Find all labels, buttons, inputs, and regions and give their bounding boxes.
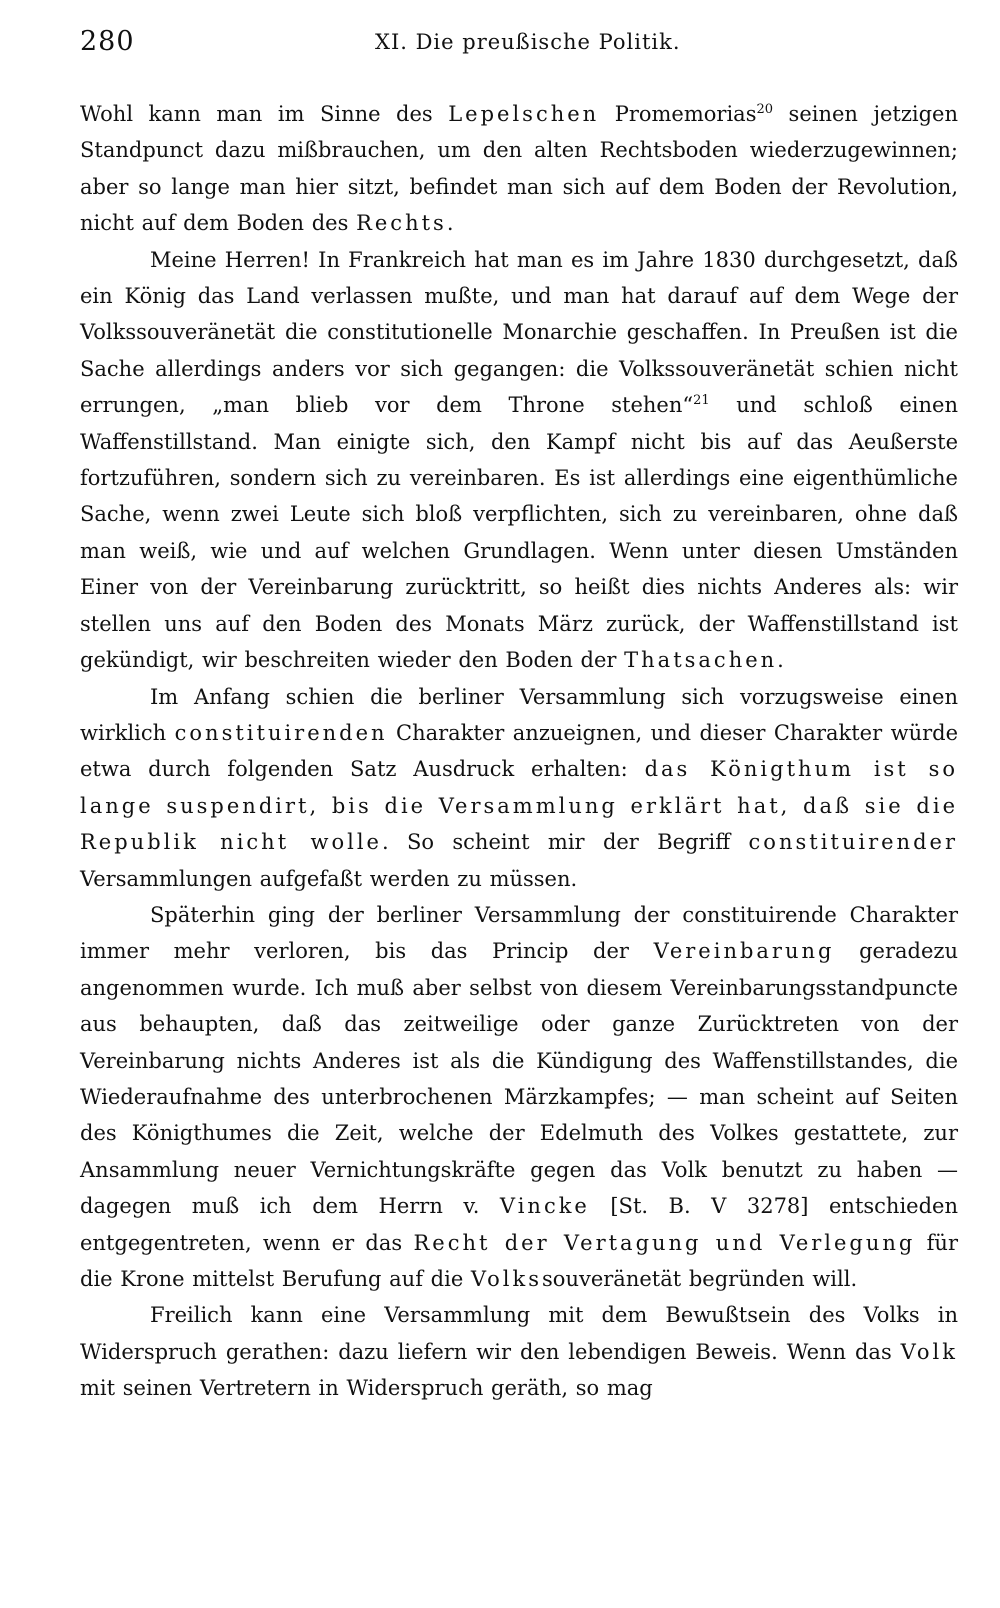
text-segment: mit seinen Vertretern in Widerspruch geräth, so mag <box>80 1376 653 1401</box>
footnote-ref: 21 <box>693 393 710 409</box>
text-segment: Charakter anzueignen, und dieser Charakter würde etwa durch folgenden Satz Ausdruck erhalten: <box>80 720 958 782</box>
paragraph <box>80 242 958 679</box>
footnote-ref: 20 <box>756 102 774 117</box>
emphasis-word: constituirender <box>748 830 958 855</box>
emphasis-name: Vincke <box>499 1194 590 1219</box>
emphasis-word: Thatsachen <box>624 648 778 673</box>
body-text <box>80 96 958 1407</box>
paragraph <box>80 1297 958 1406</box>
emphasis-word: Rechts <box>356 211 447 236</box>
text-segment: und schloß einen Waffenstillstand. Man einigte sich, den Kampf nicht bis auf das Aeußerste fortzuführen, sondern sich zu vereinbaren. Es ist allerdings eine eigenthümliche Sache, wenn zwei Leute sich bloß verpflichten, sich zu vereinbaren, ohne daß man weiß, wie und auf welchen Grundlagen. Wenn unter diesen Umständen Einer von der Vereinbarung zurücktritt, so heißt dies nichts Anderes als: wir stellen uns auf den Boden des Monats März zurück, der Waffenstillstand ist gekündigt, wir beschreiten wieder den Boden der <box>80 393 958 673</box>
text-segment: Im Anfang schien die berliner Versammlung sich vorzugsweise einen wirklich <box>80 684 958 745</box>
text-segment: . <box>777 648 784 673</box>
text-segment: Freilich kann eine Versammlung mit dem Bewußtsein des Volks in Widerspruch gerathen: dazu liefern wir den lebendigen Beweis. Wenn das <box>80 1303 958 1364</box>
running-head: XI. Die preußische Politik. <box>375 30 681 54</box>
text-segment: [St. B. V 3278] entschieden entgegentreten, wenn er das <box>80 1194 958 1255</box>
emphasis-word: constituirenden <box>174 720 388 745</box>
emphasis-word: Volks <box>470 1267 543 1291</box>
page-header <box>80 22 958 72</box>
emphasis-name: Lepelschen <box>448 102 600 126</box>
paragraph <box>80 679 958 897</box>
text-segment: . <box>446 211 454 236</box>
text-segment: souveränetät begründen will. <box>542 1267 858 1291</box>
emphasis-word: Volk <box>900 1339 958 1364</box>
emphasis-word: Vereinbarung <box>653 939 835 964</box>
text-segment: Meine Herren! In Frankreich hat man es im Jahre 1830 durchgesetzt, daß ein König das Land verlassen mußte, und man hat darauf auf dem Wege der Volkssouveränetät die constitutionelle Monarchie geschaffen. In Preußen ist die Sache allerdings anders vor sich gegangen: die Volkssouveränetät schien nicht errungen, „man blieb vor dem Throne stehen“ <box>80 247 958 418</box>
text-segment: Wohl kann man im Sinne des <box>80 102 449 126</box>
text-segment: Promemorias <box>599 102 757 126</box>
emphasis-phrase: Recht der Vertagung und Verlegung <box>413 1230 916 1255</box>
text-segment: Versammlungen aufgefaßt werden zu müssen. <box>80 866 578 891</box>
text-segment: für die Krone mittelst Berufung auf die <box>80 1230 959 1291</box>
text-segment: seinen jetzigen Standpunct dazu mißbrauchen, um den alten Rechtsboden wiederzugewinnen; aber so lange man hier sitzt, befindet man sich auf dem Boden der Revolution, nicht auf dem Boden des <box>80 102 959 236</box>
paragraph <box>80 897 958 1297</box>
text-segment: geradezu angenommen wurde. Ich muß aber selbst von diesem Vereinbarungsstandpuncte aus behaupten, daß das zeitweilige oder ganze Zurücktreten von der Vereinbarung nichts Anderes ist als die Kündigung des Waffenstillstandes, die Wiederaufnahme des unterbrochenen Märzkampfes; — man scheint auf Seiten des Königthumes die Zeit, welche der Edelmuth des Volkes gestattete, zur Ansammlung neuer Vernichtungskräfte gegen das Volk benutzt zu haben — dagegen muß ich dem Herrn v. <box>80 939 958 1219</box>
text-segment: Späterhin ging der berliner Versammlung der constituirende Charakter immer mehr verloren, bis das Princip der <box>80 902 958 964</box>
paragraph <box>80 96 958 242</box>
page-number: 280 <box>80 26 135 57</box>
emphasis-phrase: das Königthum ist so lange suspendirt, bis die Versammlung erklärt hat, daß sie die Republik nicht wolle <box>80 757 958 855</box>
text-segment: . So scheint mir der Begriff <box>381 830 749 855</box>
